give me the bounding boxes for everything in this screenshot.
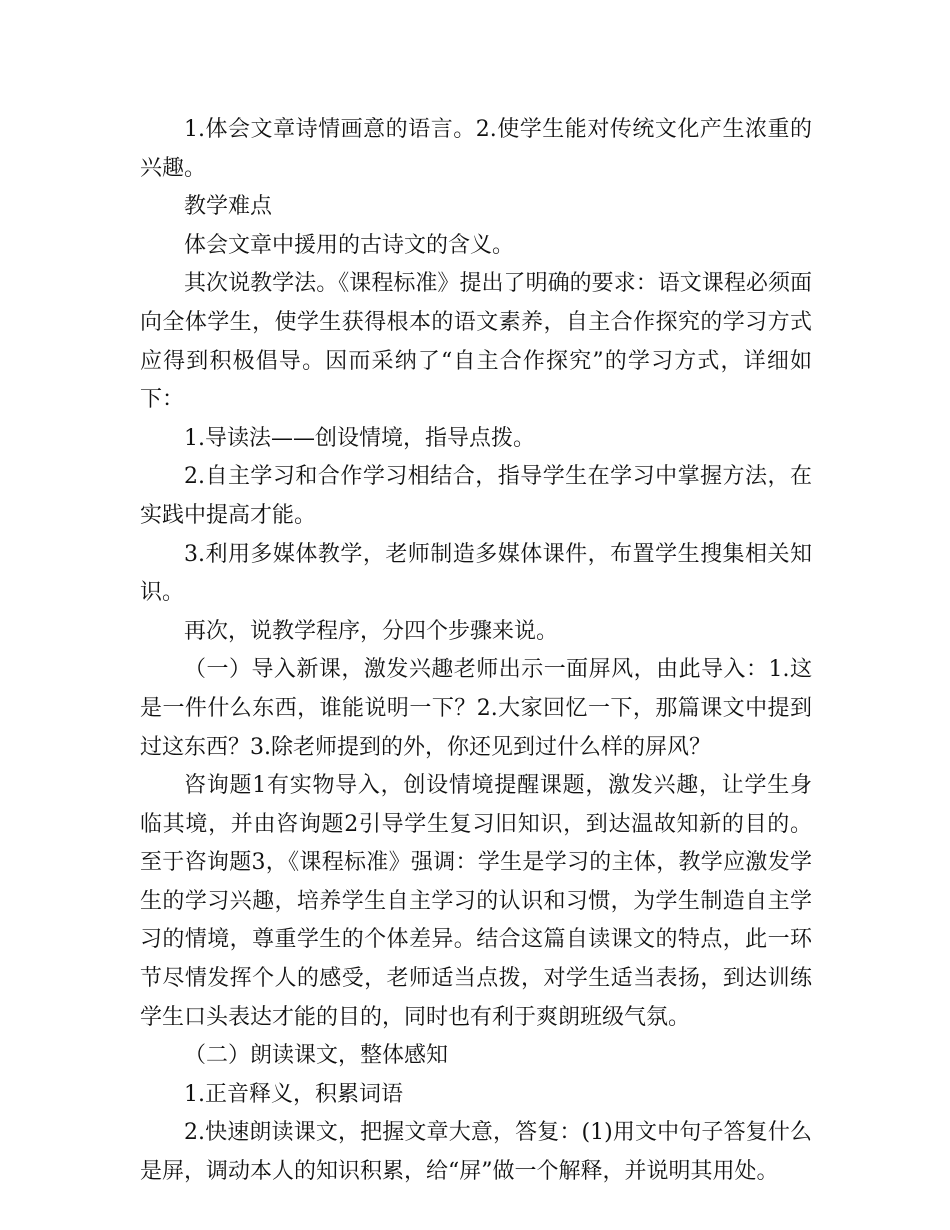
list-item-step-2-2: 2.快速朗读课文，把握文章大意，答复：(1)用文中句子答复什么是屏，调动本人的知识积累，给“屏”做一个解释，并说明其用处。 xyxy=(140,1120,812,1185)
list-item-method-1: 1.导读法——创设情境，指导点拨。 xyxy=(184,425,535,451)
list-item-step-2-1: 1.正音释义，积累词语 xyxy=(184,1081,403,1107)
list-item-method-3: 3.利用多媒体教学，老师制造多媒体课件，布置学生搜集相关知识。 xyxy=(140,541,812,606)
heading-step-2: （二）朗读课文，整体感知 xyxy=(184,1043,449,1069)
paragraph-difficulty-content: 体会文章中援用的古诗文的含义。 xyxy=(184,232,515,258)
paragraph-teaching-method: 其次说教学法。《课程标准》提出了明确的要求：语文课程必须面向全体学生，使学生获得根本的语文素养，自主合作探究的学习方式应得到积极倡导。因而采纳了“自主合作探究”的学习方式，详细如下： xyxy=(140,271,812,413)
document-page xyxy=(140,111,812,1192)
paragraph-step-1-intro: （一）导入新课，激发兴趣老师出示一面屏风，由此导入：1.这是一件什么东西，谁能说明一下？2.大家回忆一下，那篇课文中提到过这东西？3.除老师提到的外，你还见到过什么样的屏风？ xyxy=(140,657,812,760)
paragraph-question-analysis: 咨询题1有实物导入，创设情境提醒课题，激发兴趣，让学生身临其境，并由咨询题2引导学生复习旧知识，到达温故知新的目的。至于咨询题3，《课程标准》强调：学生是学习的主体，教学应激发学生的学习兴趣，培养学生自主学习的认识和习惯，为学生制造自主学习的情境，尊重学生的个体差异。结合这篇自读课文的特点，此一环节尽情发挥个人的感受，老师适当点拨，对学生适当表扬，到达训练学生口头表达才能的目的，同时也有利于爽朗班级气氛。 xyxy=(140,773,812,1030)
paragraph-teaching-procedure: 再次，说教学程序，分四个步骤来说。 xyxy=(184,618,559,644)
heading-teaching-difficulty: 教学难点 xyxy=(184,194,273,220)
list-item-method-2: 2.自主学习和合作学习相结合，指导学生在学习中掌握方法，在实践中提高才能。 xyxy=(140,464,812,528)
paragraph-learning-goals: 1.体会文章诗情画意的语言。2.使学生能对传统文化产生浓重的兴趣。 xyxy=(140,117,812,181)
